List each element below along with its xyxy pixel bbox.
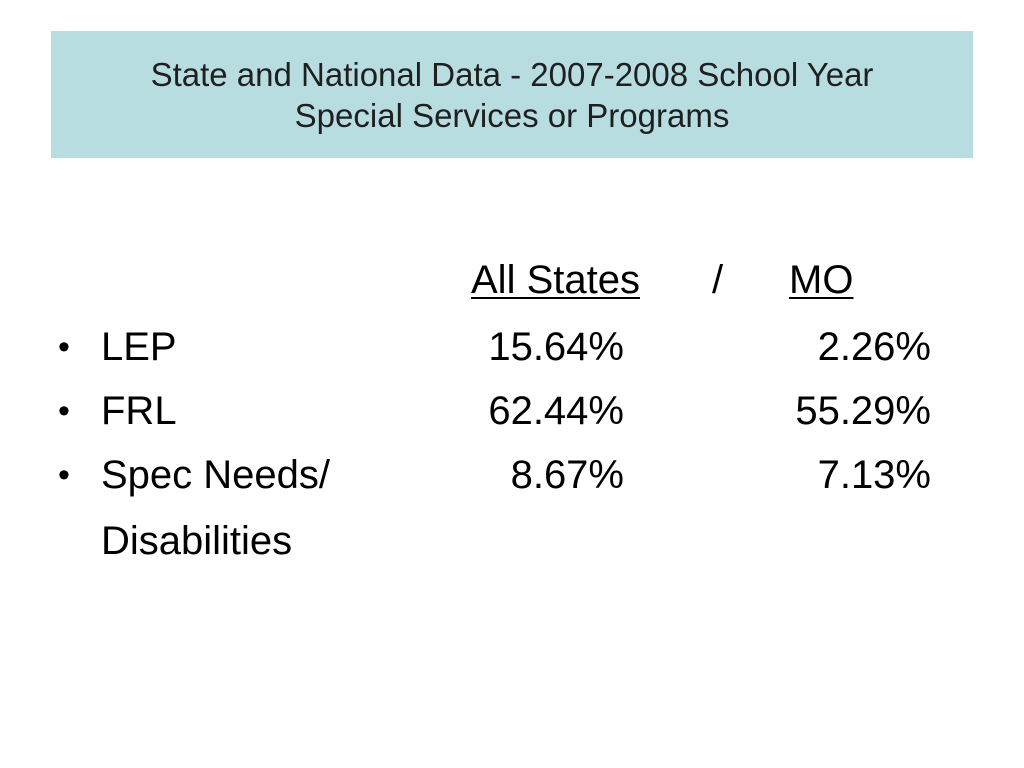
data-row-continuation (0, 515, 1024, 567)
title-line-1: State and National Data - 2007-2008 School Year (150, 55, 874, 93)
title-banner (51, 31, 973, 158)
bullet-icon: • (58, 456, 70, 494)
mo-value: 2.26% (817, 325, 931, 369)
all-states-value: 62.44% (488, 389, 624, 433)
row-label: LEP (101, 325, 177, 369)
all-states-value: 15.64% (488, 325, 624, 369)
column-header-separator: / (712, 258, 724, 302)
row-label: FRL (101, 389, 177, 433)
bullet-icon: • (58, 392, 70, 430)
data-row-spec-needs (0, 449, 1024, 501)
data-row-lep (0, 321, 1024, 373)
row-label-continuation: Disabilities (101, 519, 293, 563)
title-line-2: Special Services or Programs (294, 96, 730, 134)
column-header-mo: MO (789, 258, 854, 302)
bullet-icon: • (58, 328, 70, 366)
column-header-all-states: All States (471, 258, 640, 302)
row-label: Spec Needs/ (101, 453, 331, 497)
all-states-value: 8.67% (510, 453, 624, 497)
mo-value: 7.13% (817, 453, 931, 497)
data-row-frl (0, 385, 1024, 437)
mo-value: 55.29% (795, 389, 931, 433)
column-header-row (0, 254, 1024, 306)
